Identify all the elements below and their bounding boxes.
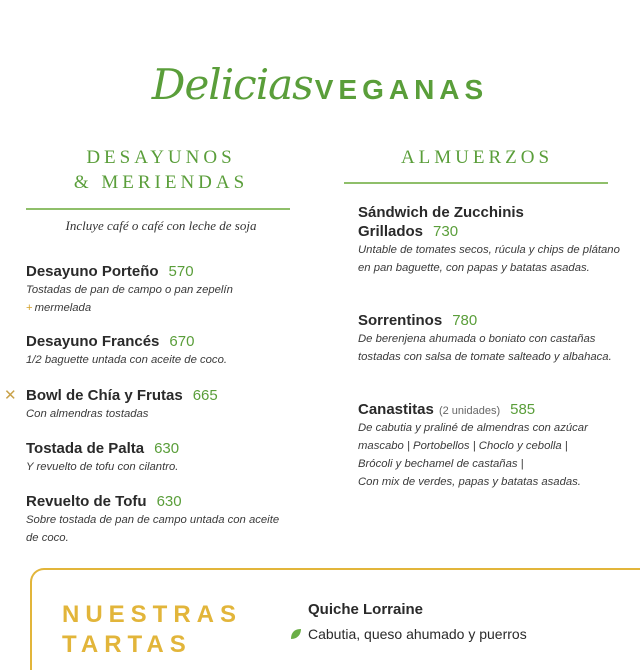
item-qualifier: (2 unidades) (438, 405, 501, 417)
plus-icon: + (26, 302, 33, 314)
menu-item (26, 261, 316, 317)
tarta-item-name: Quiche Lorraine (308, 601, 424, 618)
item-description: Con mix de verdes, papas y batatas asadas. (358, 476, 581, 488)
item-description: Sobre tostada de pan de campo untada con aceite de coco. (26, 514, 280, 544)
item-description: Brócoli y bechamel de castañas | (358, 458, 524, 470)
menu-item (358, 399, 633, 491)
item-price: 780 (452, 312, 478, 329)
title-script-word: Delicias (151, 60, 313, 109)
item-name: Desayuno Porteño (26, 263, 159, 280)
tartas-heading-line1: NUESTRAS (62, 601, 243, 628)
breakfast-heading-line2: & MERIENDAS (73, 172, 249, 193)
item-name: Sándwich de Zucchinis (358, 204, 524, 221)
cross-marker-icon: ✕ (4, 386, 17, 404)
menu-item (26, 491, 286, 547)
top-cropped-fragments (0, 0, 640, 4)
item-name: Tostada de Palta (26, 440, 145, 457)
item-description: Y revuelto de tofu con cilantro. (26, 461, 179, 473)
item-description: De cabutia y praliné de almendras con azúcar (358, 422, 588, 434)
menu-item (358, 310, 628, 366)
lunch-heading: ALMUERZOS (400, 147, 554, 168)
item-name: Sorrentinos (358, 312, 443, 329)
item-price: 630 (154, 440, 180, 457)
item-price: 630 (156, 493, 182, 510)
menu-item (26, 331, 316, 369)
item-description: mascabo | Portobellos | Choclo y cebolla | (358, 440, 568, 452)
item-name: Canastitas (358, 401, 434, 418)
breakfast-note: Incluye café o café con leche de soja (65, 218, 257, 233)
item-description: mermelada (34, 302, 92, 314)
item-description: De berenjena ahumada o boniato con castañas tostadas con salsa de tomate salteado y albahaca. (358, 333, 612, 363)
breakfast-divider (26, 208, 290, 210)
breakfast-heading-line1: DESAYUNOS (86, 147, 236, 168)
lunch-divider (344, 182, 608, 184)
tarta-item-name: Cabutia, queso ahumado y puerros (308, 626, 527, 642)
leaf-icon (290, 628, 302, 640)
item-name: Grillados (358, 223, 424, 240)
breakfast-heading (26, 145, 296, 195)
menu-item (358, 204, 628, 277)
menu-item (26, 385, 316, 423)
tartas-heading (62, 600, 242, 660)
menu-title (0, 60, 640, 109)
item-description: 1/2 baguette untada con aceite de coco. (26, 354, 227, 366)
menu-item (26, 438, 316, 476)
item-price: 670 (169, 333, 195, 350)
item-description: Con almendras tostadas (26, 408, 149, 420)
item-price: 730 (433, 223, 459, 240)
item-price: 665 (192, 387, 218, 404)
item-price: 585 (510, 401, 536, 418)
item-description: Tostadas de pan de campo o pan zepelín (26, 284, 233, 296)
item-price: 570 (168, 263, 194, 280)
tartas-heading-line2: TARTAS (62, 631, 192, 658)
item-name: Bowl de Chía y Frutas (26, 387, 183, 404)
title-caps-word: VEGANAS (314, 74, 489, 105)
item-description: Untable de tomates secos, rúcula y chips de plátano en pan baguette, con papas y batatas asadas. (358, 244, 620, 274)
item-name: Desayuno Francés (26, 333, 160, 350)
item-name: Revuelto de Tofu (26, 493, 147, 510)
